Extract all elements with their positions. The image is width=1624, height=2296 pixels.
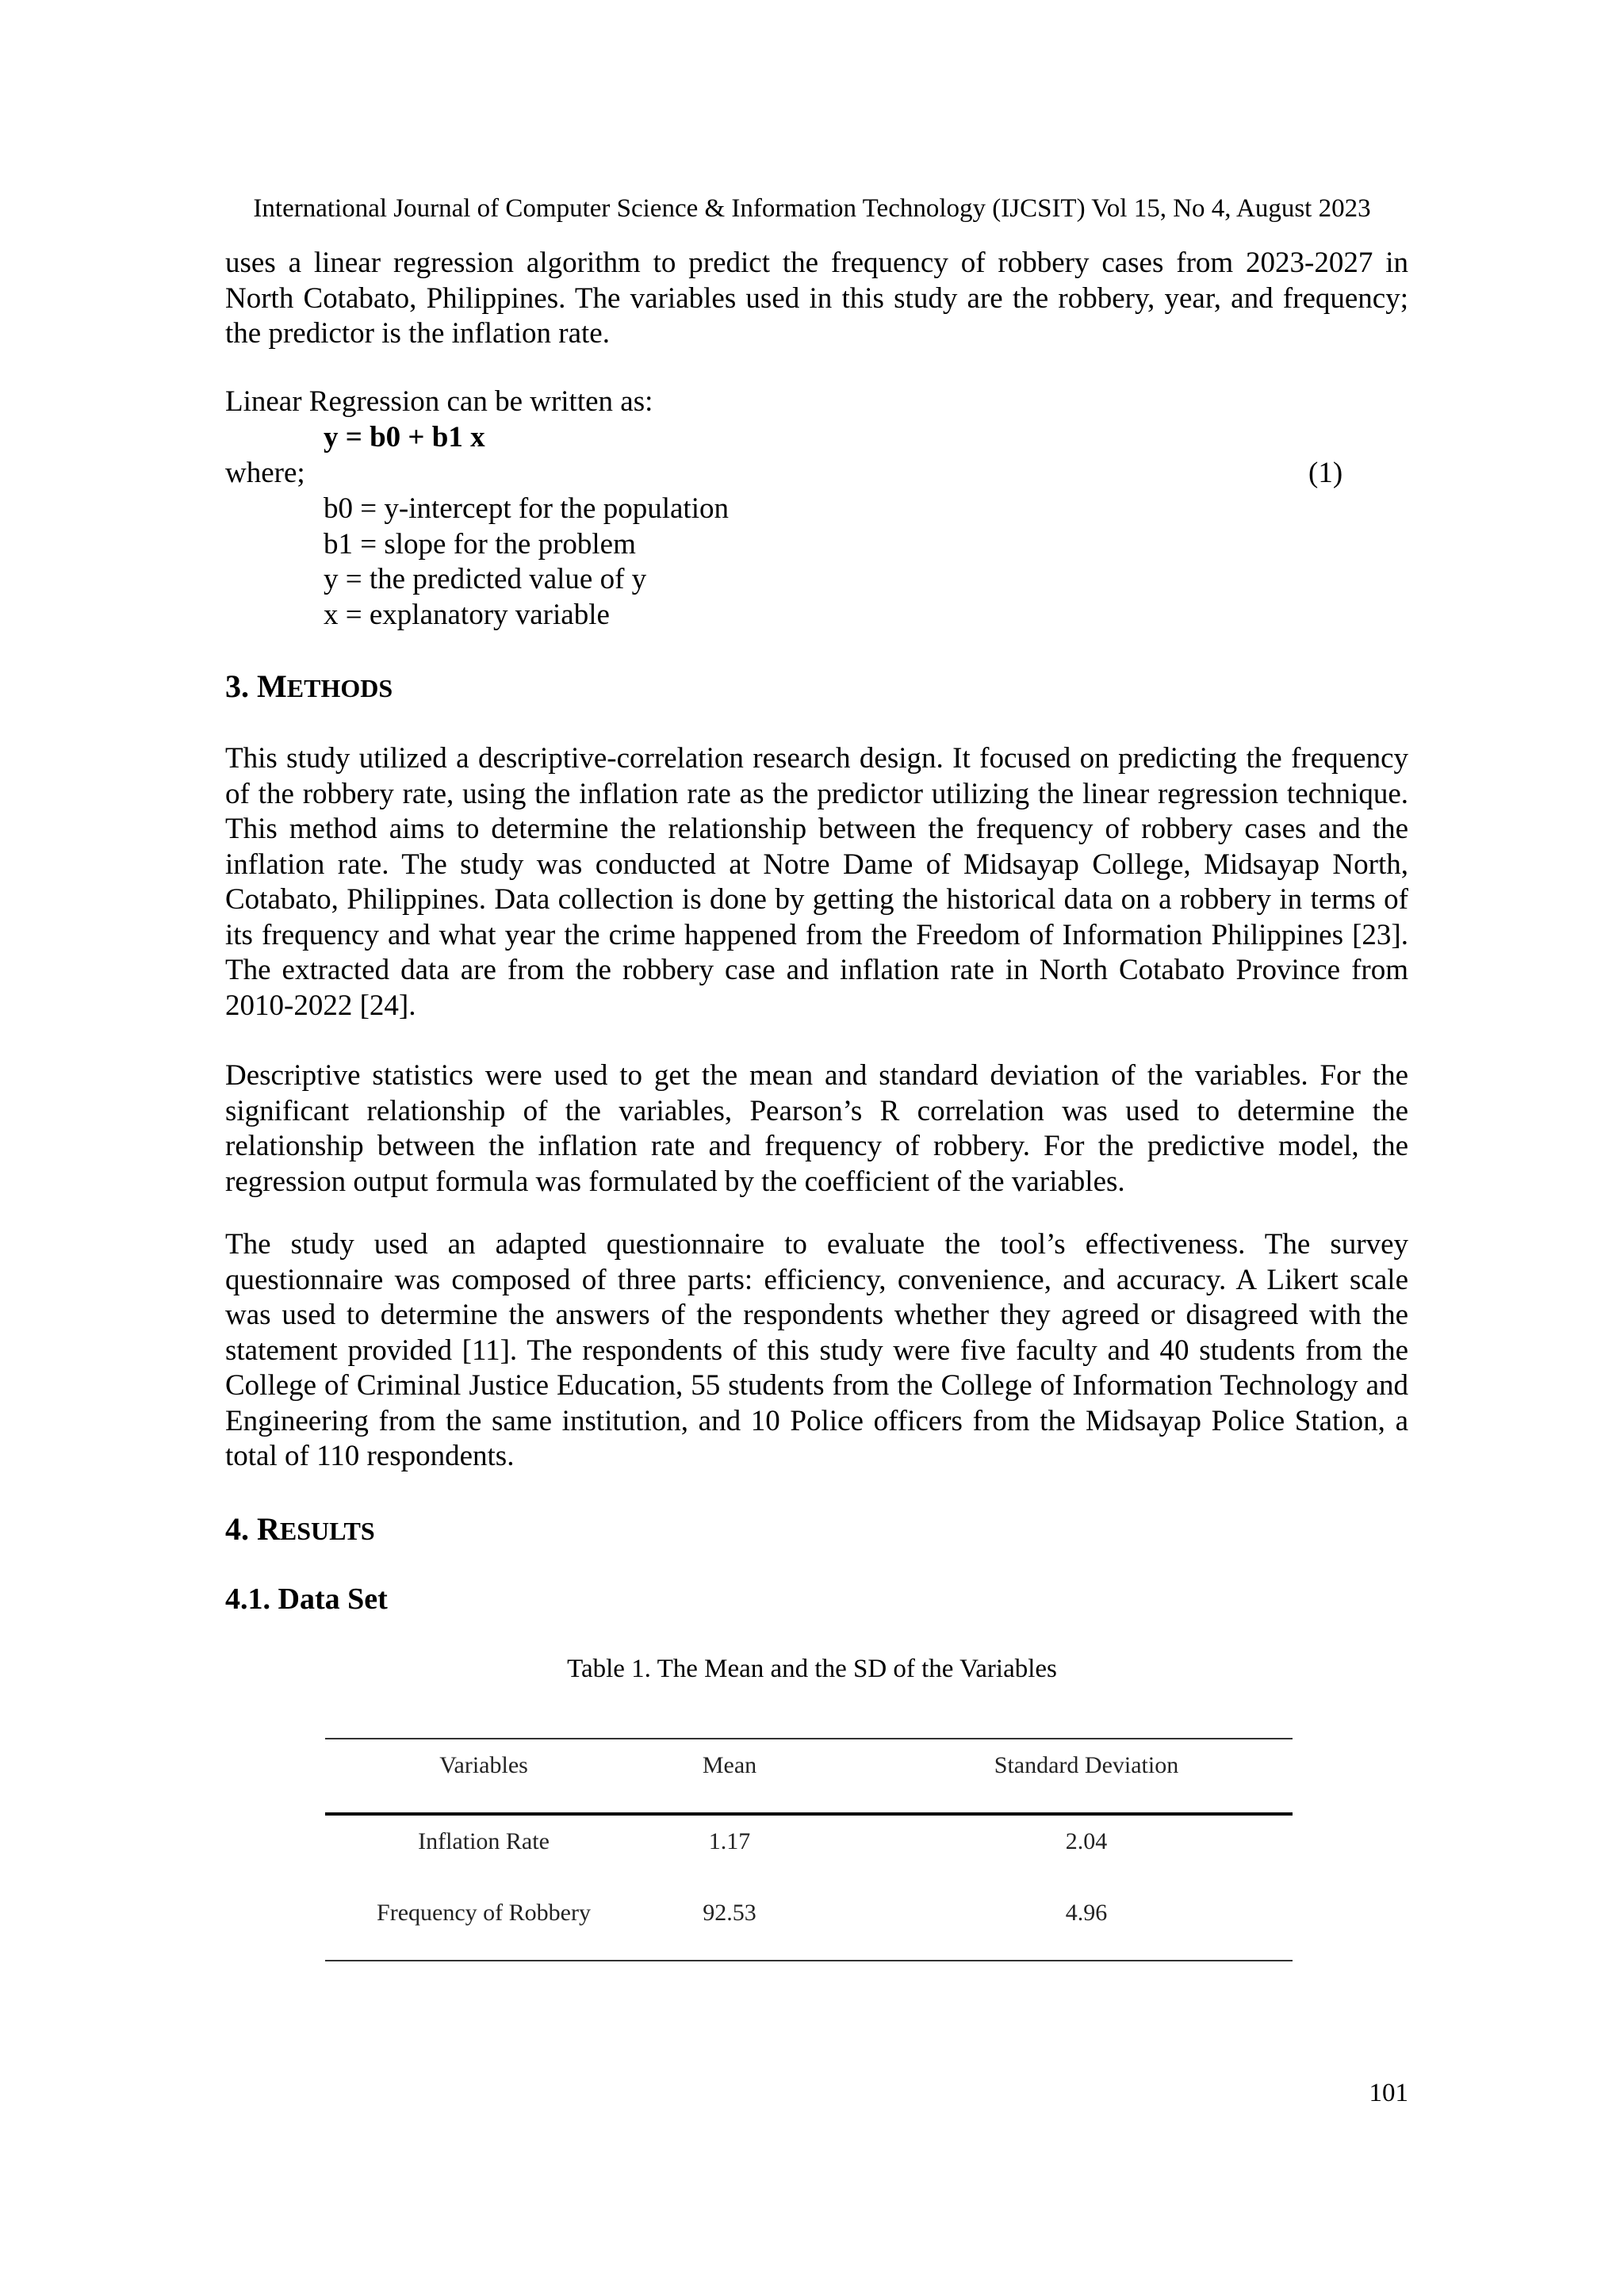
section-initial: M [257,668,287,704]
table-header-rule [325,1812,1293,1816]
table-cell: 92.53 [703,1900,756,1926]
section-number: 3. [225,668,257,704]
section-heading-results [225,1510,375,1548]
equation-definitions [324,492,729,633]
regression-formula: y = b0 + b1 x [324,421,485,453]
definition-b0: b0 = y-intercept for the population [324,492,729,525]
methods-paragraph-1: This study utilized a descriptive-correlation research design. It focused on predicting the frequency of the robbery rate, using the inflation rate as the predictor utilizing the linear regression technique. This method aims to determine the relationship between the frequency of robbery cases and the inflation rate. The study was conducted at Notre Dame of Midsayap College, Midsayap North, Cotabato, Philippines. Data collection is done by getting the historical data on a robbery in terms of its frequency and what year the crime happened from the Freedom of Information Philippines [23]. The extracted data are from the robbery case and inflation rate in North Cotabato Province from 2010-2022 [24]. [225,742,1408,1022]
equation-where: where; [225,457,305,489]
table-cell: 4.96 [1065,1900,1108,1926]
table-cell: 2.04 [1065,1828,1108,1854]
table-header-sd: Standard Deviation [994,1752,1179,1778]
table-header-mean: Mean [702,1752,757,1778]
table-header-variables: Variables [439,1752,528,1778]
journal-header: International Journal of Computer Science & Information Technology (IJCSIT) Vol 15, No 4, August 2023 [253,194,1371,223]
table-cell: 1.17 [708,1828,751,1854]
equation-intro: Linear Regression can be written as: [225,385,653,418]
table-top-rule [325,1738,1293,1739]
subsection-heading-dataset: 4.1. Data Set [225,1582,388,1616]
section-number: 4. [225,1511,257,1547]
page-number: 101 [1369,2079,1408,2107]
table-bottom-rule [325,1960,1293,1961]
definition-y: y = the predicted value of y [324,563,647,595]
equation-number: (1) [1308,457,1343,489]
table-cell: Frequency of Robbery [377,1900,591,1926]
table-cell: Inflation Rate [418,1828,550,1854]
definition-x: x = explanatory variable [324,598,610,631]
methods-paragraph-3: The study used an adapted questionnaire to evaluate the tool’s effectiveness. The survey questionnaire was composed of three parts: efficiency, convenience, and accuracy. A Likert scale was used to determine the answers of the respondents whether they agreed or disagreed with the statement provided [11]. The respondents of this study were five faculty and 40 students from the College of Criminal Justice Education, 55 students from the College of Information Technology and Engineering from the same institution, and 10 Police officers from the Midsayap Police Station, a total of 110 respondents. [225,1228,1408,1472]
intro-paragraph: uses a linear regression algorithm to predict the frequency of robbery cases from 2023-2027 in North Cotabato, Philippines. The variables used in this study are the robbery, year, and frequency; the predictor is the inflation rate. [225,247,1408,350]
section-heading-methods [225,668,393,705]
definition-b1: b1 = slope for the problem [324,527,636,561]
methods-paragraph-2: Descriptive statistics were used to get the mean and standard deviation of the variables. For the significant relationship of the variables, Pearson’s R correlation was used to determine the relationship between the inflation rate and frequency of robbery. For the predictive model, the regression output formula was formulated by the coefficient of the variables. [225,1059,1408,1198]
section-rest: ETHODS [286,674,393,702]
section-rest: ESULTS [279,1517,375,1545]
section-initial: R [257,1511,280,1547]
table-caption: Table 1. The Mean and the SD of the Variables [567,1655,1057,1683]
